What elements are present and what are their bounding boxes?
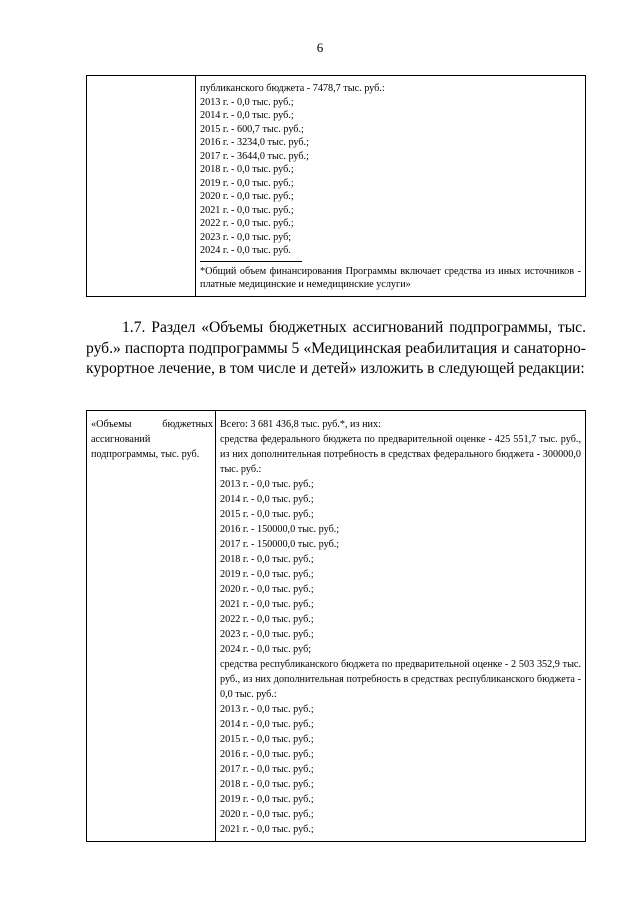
table1-line: 2022 г. - 0,0 тыс. руб.; — [200, 218, 294, 229]
table1-right-cell — [196, 76, 586, 297]
republic-year-line: 2015 г. - 0,0 тыс. руб.; — [220, 734, 314, 745]
republic-year-line: 2013 г. - 0,0 тыс. руб.; — [220, 704, 314, 715]
table1-line: 2021 г. - 0,0 тыс. руб.; — [200, 204, 294, 216]
republic-year-line: 2017 г. - 0,0 тыс. руб.; — [220, 764, 314, 775]
amendment-paragraph: 1.7. Раздел «Объемы бюджетных ассигнований подпрограммы, тыс. руб.» паспорта подпрограммы 5 «Медицинская реабилитация и санаторно-курортное лечение, в том числе и детей» изложить в следующей редакции: — [86, 319, 586, 377]
total-line: Всего: 3 681 436,8 тыс. руб.*, из них: — [220, 419, 381, 430]
federal-budget-text: средства федерального бюджета по предварительной оценке - 425 551,7 тыс. руб., из них дополнительная потребность в средствах федерального бюджета - 300000,0 тыс. руб.: — [220, 434, 581, 475]
footnote: *Общий объем финансирования Программы включает средства из иных источников - платные медицинские и немедицинские услуги» — [200, 265, 581, 290]
federal-year-line: 2018 г. - 0,0 тыс. руб.; — [220, 554, 314, 565]
funding-table-continued — [86, 75, 586, 297]
table1-left-cell — [87, 76, 196, 297]
row-header-text: «Объемы бюджетных ассигнований подпрограммы, тыс. руб. — [91, 419, 213, 460]
republic-year-line: 2014 г. - 0,0 тыс. руб.; — [220, 719, 314, 730]
federal-year-line: 2013 г. - 0,0 тыс. руб.; — [220, 479, 314, 490]
table1-line: 2024 г. - 0,0 тыс. руб. — [200, 245, 291, 256]
federal-year-line: 2022 г. - 0,0 тыс. руб.; — [220, 614, 314, 625]
republic-year-line: 2020 г. - 0,0 тыс. руб.; — [220, 809, 314, 820]
page-number: 6 — [316, 40, 324, 55]
budget-allocations-table — [86, 410, 586, 842]
republic-budget-text: средства республиканского бюджета по предварительной оценке - 2 503 352,9 тыс. руб., из них дополнительная потребность в средствах республиканского бюджета - 0,0 тыс. руб.: — [220, 659, 581, 700]
federal-year-line: 2021 г. - 0,0 тыс. руб.; — [220, 599, 314, 610]
table1-line: 2014 г. - 0,0 тыс. руб.; — [200, 110, 294, 121]
table2-right-cell — [216, 411, 586, 842]
table1-line: 2019 г. - 0,0 тыс. руб.; — [200, 177, 294, 189]
federal-year-line: 2014 г. - 0,0 тыс. руб.; — [220, 494, 314, 505]
table1-line: 2016 г. - 3234,0 тыс. руб.; — [200, 137, 309, 148]
table1-line: 2020 г. - 0,0 тыс. руб.; — [200, 191, 294, 202]
footnote-separator — [200, 261, 302, 262]
table1-line: публиканского бюджета - 7478,7 тыс. руб.: — [200, 83, 385, 94]
table2-left-cell — [87, 411, 216, 842]
republic-year-line: 2016 г. - 0,0 тыс. руб.; — [220, 749, 314, 760]
table1-line: 2023 г. - 0,0 тыс. руб; — [200, 231, 292, 243]
federal-year-line: 2023 г. - 0,0 тыс. руб.; — [220, 629, 314, 640]
republic-year-line: 2021 г. - 0,0 тыс. руб.; — [220, 824, 314, 835]
table1-line: 2017 г. - 3644,0 тыс. руб.; — [200, 150, 309, 162]
federal-year-line: 2019 г. - 0,0 тыс. руб.; — [220, 569, 314, 580]
table1-line: 2018 г. - 0,0 тыс. руб.; — [200, 164, 294, 175]
federal-year-line: 2024 г. - 0,0 тыс. руб; — [220, 644, 312, 655]
federal-year-line: 2016 г. - 150000,0 тыс. руб.; — [220, 524, 340, 535]
republic-year-line: 2018 г. - 0,0 тыс. руб.; — [220, 779, 314, 790]
federal-year-line: 2017 г. - 150000,0 тыс. руб.; — [220, 539, 340, 550]
republic-year-line: 2019 г. - 0,0 тыс. руб.; — [220, 794, 314, 805]
federal-year-line: 2015 г. - 0,0 тыс. руб.; — [220, 509, 314, 520]
federal-year-line: 2020 г. - 0,0 тыс. руб.; — [220, 584, 314, 595]
table1-line: 2015 г. - 600,7 тыс. руб.; — [200, 123, 304, 135]
table1-line: 2013 г. - 0,0 тыс. руб.; — [200, 96, 294, 108]
